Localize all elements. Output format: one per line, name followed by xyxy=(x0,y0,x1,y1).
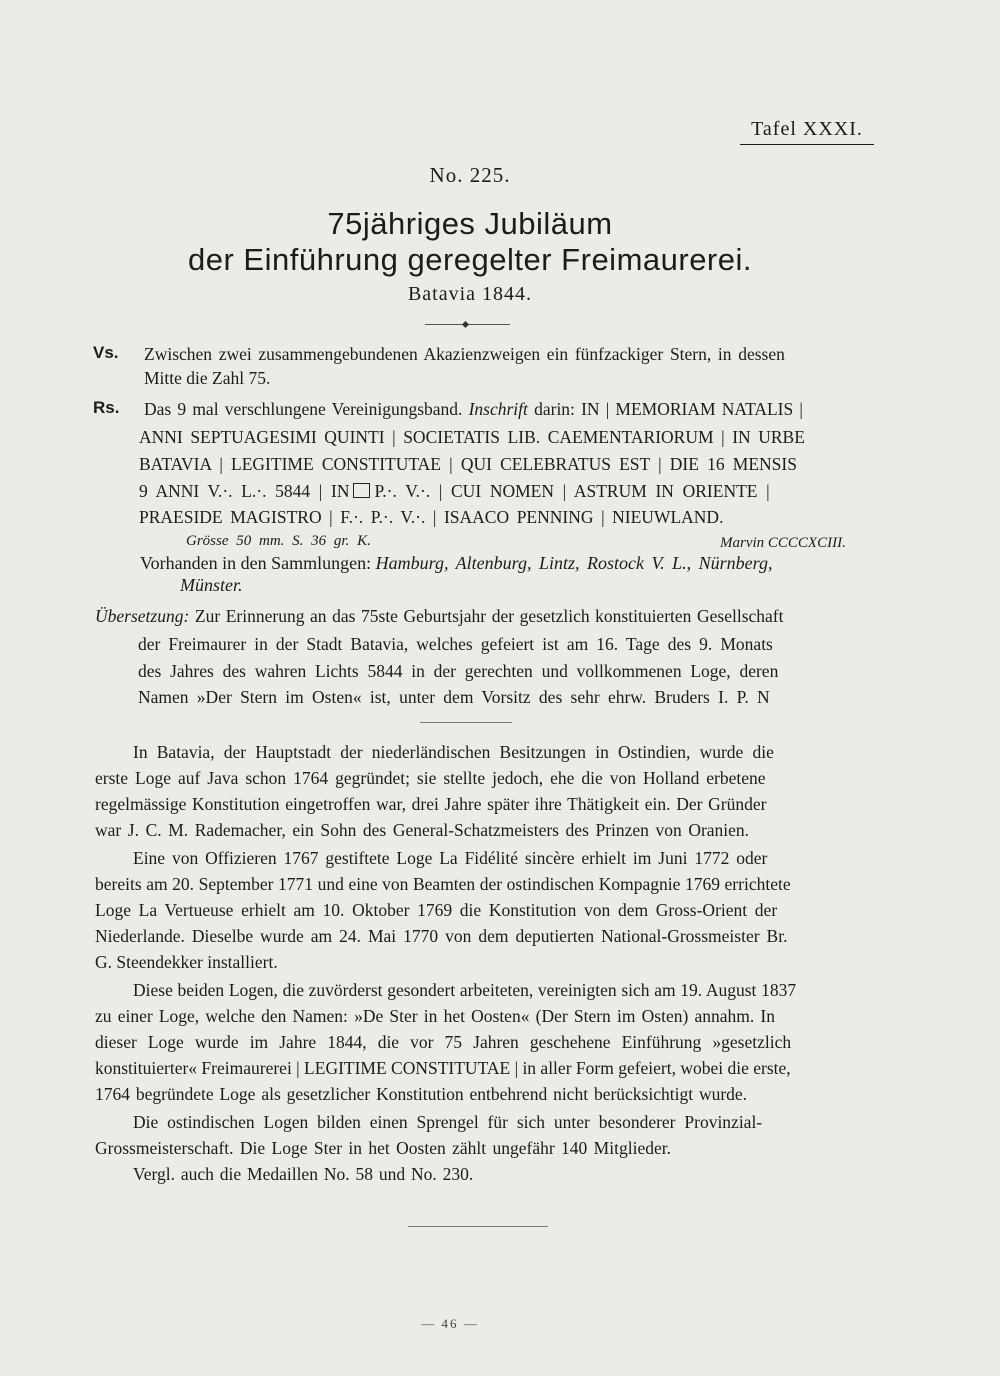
page-number: — 46 — xyxy=(421,1316,479,1331)
place-date: Batavia 1844. xyxy=(407,283,533,305)
holdings-label: Vorhanden in den Sammlungen: xyxy=(140,553,372,573)
section-divider xyxy=(420,722,512,723)
body-line: erste Loge auf Java schon 1764 gegründet; sie stellte jedoch, ehe die von Holland erbetene xyxy=(95,768,766,788)
body-line: regelmässige Konstitution eingetroffen war, drei Jahre später ihre Thätigkeit ein. Der Gründer xyxy=(95,794,767,814)
lodge-square-icon xyxy=(353,483,370,498)
body-line: In Batavia, der Hauptstadt der niederländischen Besitzungen in Ostindien, wurde die xyxy=(133,742,774,762)
body-line: Vergl. auch die Medaillen No. 58 und No. 230. xyxy=(133,1164,474,1184)
translation-line: Namen »Der Stern im Osten« ist, unter dem Vorsitz des sehr ehrw. Bruders I. P. N xyxy=(138,687,770,707)
obverse-line: Mitte die Zahl 75. xyxy=(144,368,271,388)
body-line: Loge La Vertueuse erhielt am 10. Oktober 1769 die Konstitution von dem Gross-Orient der xyxy=(95,900,778,920)
reverse-line xyxy=(139,481,770,502)
obverse-label: Vs. xyxy=(93,343,119,362)
reverse-text: 9 ANNI V.·. L.·. 5844 | IN xyxy=(139,481,350,501)
translation-text: Zur Erinnerung an das 75ste Geburtsjahr der gesetzlich konstituierten Gesellschaft xyxy=(194,606,784,626)
body-line: 1764 begründete Loge als gesetzlicher Konstitution entbehrend nicht berücksichtigt wurde. xyxy=(95,1084,748,1104)
body-line: zu einer Loge, welche den Namen: »De Ster in het Oosten« (Der Stern im Osten) annahm. In xyxy=(95,1006,775,1026)
translation-line xyxy=(95,606,783,627)
body-line: konstituierter« Freimaurerei | LEGITIME CONSTITUTAE | in aller Form gefeiert, wobei die erste, xyxy=(95,1058,791,1078)
inscription-label: Inschrift xyxy=(468,399,528,419)
size-note: Grösse 50 mm. S. 36 gr. K. xyxy=(186,533,371,549)
body-line: Grossmeisterschaft. Die Loge Ster in het Oosten zählt ungefähr 140 Mitglieder. xyxy=(95,1138,671,1158)
title-line-2: der Einführung geregelter Freimaurerei. xyxy=(188,242,752,277)
reverse-text: P.·. V.·. | CUI NOMEN | ASTRUM IN ORIENTE | xyxy=(374,481,770,501)
holdings-line xyxy=(180,575,243,596)
reverse-label: Rs. xyxy=(93,398,120,417)
body-line: G. Steendekker installiert. xyxy=(95,952,278,972)
holdings-places: Münster. xyxy=(180,575,243,595)
marvin-reference: Marvin CCCCXCIII. xyxy=(720,535,846,551)
reverse-text: Das 9 mal verschlungene Vereinigungsband. xyxy=(144,399,463,419)
body-line: dieser Loge wurde im Jahre 1844, die vor 75 Jahren geschehene Einführung »gesetzlich xyxy=(95,1032,792,1052)
body-line: Niederlande. Dieselbe wurde am 24. Mai 1770 von dem deputierten National-Grossmeister Br. xyxy=(95,926,788,946)
body-line: Diese beiden Logen, die zuvörderst gesondert arbeiteten, vereinigten sich am 19. August 1837 xyxy=(133,980,797,1000)
body-line: bereits am 20. September 1771 und eine von Beamten der ostindischen Kompagnie 1769 errichtete xyxy=(95,874,791,894)
obverse-line: Zwischen zwei zusammengebundenen Akazienzweigen ein fünfzackiger Stern, in dessen xyxy=(144,344,785,364)
translation-line: des Jahres des wahren Lichts 5844 in der gerechten und vollkommenen Loge, deren xyxy=(138,661,779,681)
body-line: war J. C. M. Rademacher, ein Sohn des General-Schatzmeisters des Prinzen von Oranien. xyxy=(95,820,750,840)
reverse-line: BATAVIA | LEGITIME CONSTITUTAE | QUI CELEBRATUS EST | DIE 16 MENSIS xyxy=(139,454,797,474)
catalog-number: No. 225. xyxy=(429,163,511,187)
body-line: Die ostindischen Logen bilden einen Sprengel für sich unter besonderer Provinzial- xyxy=(133,1112,763,1132)
reverse-line: ANNI SEPTUAGESIMI QUINTI | SOCIETATIS LIB. CAEMENTARIORUM | IN URBE xyxy=(139,427,805,447)
holdings-line xyxy=(140,553,773,574)
ornament-divider xyxy=(425,324,510,325)
holdings-places: Hamburg, Altenburg, Lintz, Rostock V. L., Nürnberg, xyxy=(375,553,773,573)
title-line-1: 75jähriges Jubiläum xyxy=(327,206,613,241)
reverse-line: PRAESIDE MAGISTRO | F.·. P.·. V.·. | ISAACO PENNING | NIEUWLAND. xyxy=(139,507,724,527)
translation-label: Übersetzung: xyxy=(95,606,190,626)
reverse-line xyxy=(144,399,803,420)
end-divider xyxy=(408,1226,548,1227)
reverse-text: darin: IN | MEMORIAM NATALIS | xyxy=(534,399,803,419)
plate-number: Tafel XXXI. xyxy=(740,118,874,145)
translation-line: der Freimaurer in der Stadt Batavia, welches gefeiert ist am 16. Tage des 9. Monats xyxy=(138,634,773,654)
body-line: Eine von Offizieren 1767 gestiftete Loge La Fidélité sincère erhielt im Juni 1772 oder xyxy=(133,848,768,868)
